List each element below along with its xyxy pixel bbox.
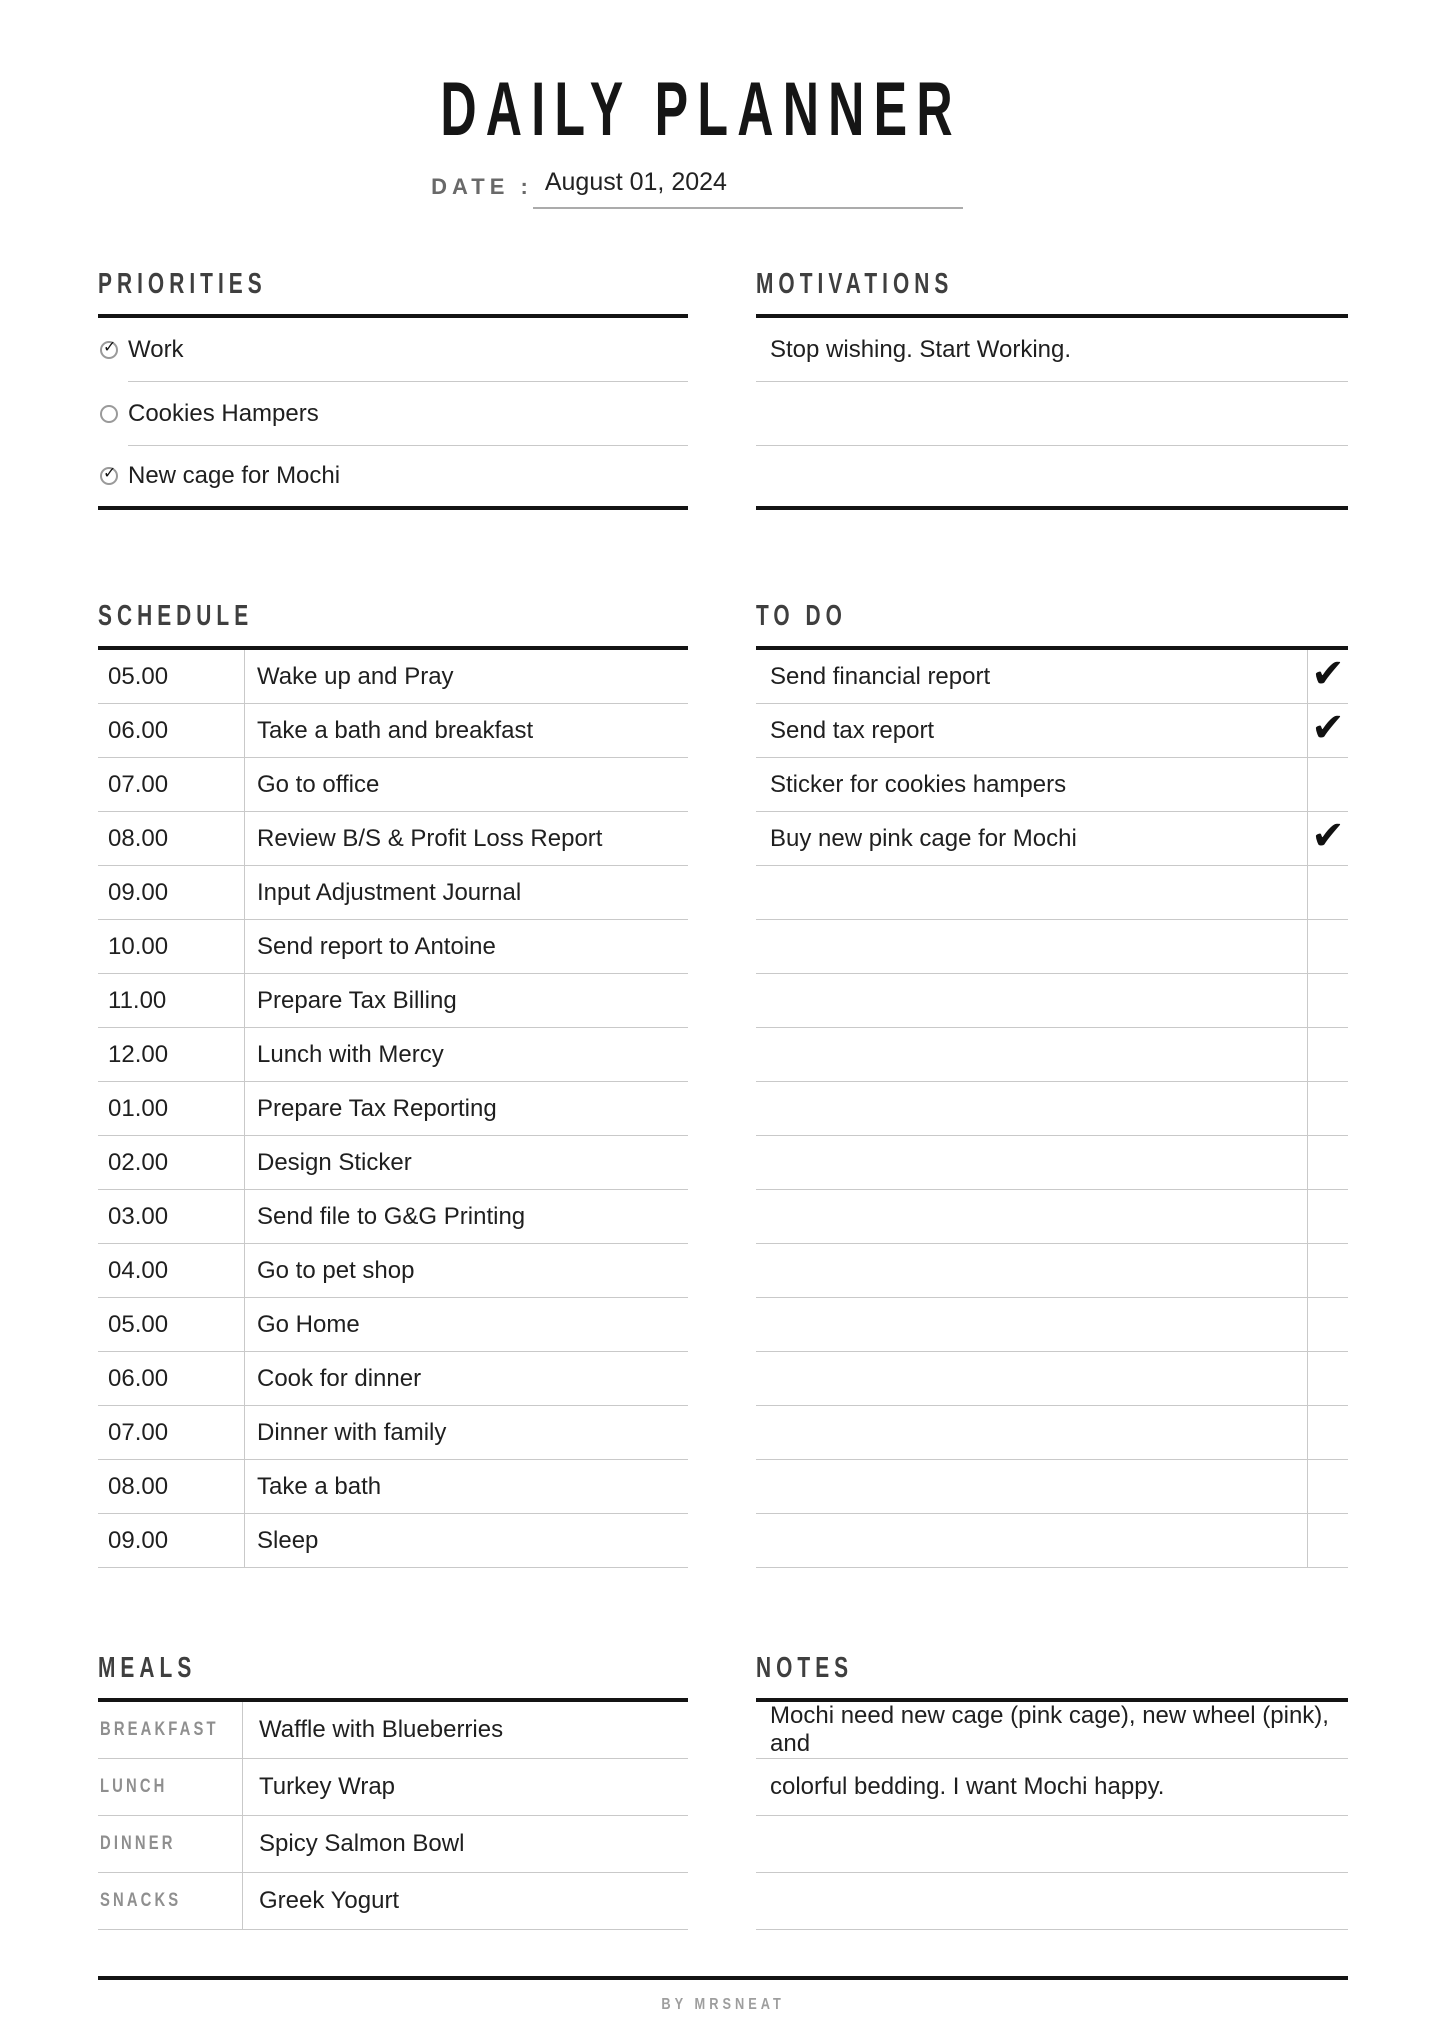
todo-empty-row: [756, 1298, 1348, 1352]
meal-row: [98, 1702, 688, 1759]
schedule-task: Send file to G&G Printing: [244, 1190, 688, 1243]
notes-heading: NOTES: [756, 1652, 854, 1684]
todo-task-label: [756, 1082, 1307, 1135]
schedule-time: 11.00: [108, 986, 167, 1014]
page-header: [76, 67, 1326, 152]
schedule-task: Review B/S & Profit Loss Report: [244, 812, 688, 865]
todo-check-cell[interactable]: [1307, 1352, 1348, 1405]
motivation-line: [756, 382, 1348, 446]
todo-row: [756, 650, 1348, 704]
todo-table: [756, 646, 1348, 1568]
priority-label: New cage for Mochi: [128, 462, 341, 489]
schedule-time: 10.00: [108, 932, 169, 960]
schedule-task: Sleep: [244, 1514, 688, 1567]
footer-divider: [98, 1976, 1348, 1980]
priority-label: Cookies Hampers: [128, 400, 319, 427]
schedule-time: 07.00: [108, 1418, 169, 1446]
todo-check-cell[interactable]: [1307, 920, 1348, 973]
todo-task-label: Sticker for cookies hampers: [770, 770, 1067, 798]
schedule-task: Wake up and Pray: [244, 650, 688, 703]
note-line: colorful bedding. I want Mochi happy.: [756, 1759, 1348, 1816]
motivations-section: [756, 267, 1348, 510]
todo-check-cell[interactable]: [1307, 1244, 1348, 1297]
schedule-time: 03.00: [108, 1202, 169, 1230]
schedule-row: [98, 920, 688, 974]
meal-label: DINNER: [100, 1833, 176, 1854]
todo-empty-row: [756, 1352, 1348, 1406]
schedule-task: Take a bath: [244, 1460, 688, 1513]
schedule-time: 06.00: [108, 1364, 169, 1392]
priority-item: [98, 318, 688, 382]
schedule-row: [98, 1352, 688, 1406]
checkbox-icon[interactable]: [100, 463, 118, 485]
todo-task-label: [756, 1028, 1307, 1081]
todo-task-label: [756, 920, 1307, 973]
todo-task-label: [756, 1136, 1307, 1189]
schedule-task: Design Sticker: [244, 1136, 688, 1189]
schedule-section: [98, 599, 688, 1568]
motivations-list: [756, 314, 1348, 510]
priority-item: [98, 382, 688, 446]
bottom-sections: [98, 1651, 1348, 1930]
schedule-task: Go Home: [244, 1298, 688, 1351]
meal-row: [98, 1816, 688, 1873]
schedule-time: 04.00: [108, 1256, 169, 1284]
todo-check-cell[interactable]: [1307, 1406, 1348, 1459]
meal-value: Spicy Salmon Bowl: [242, 1816, 688, 1872]
schedule-time: 09.00: [108, 878, 169, 906]
schedule-row: [98, 758, 688, 812]
schedule-time: 08.00: [108, 824, 169, 852]
todo-task-label: Buy new pink cage for Mochi: [770, 824, 1077, 852]
priority-item: [98, 446, 688, 510]
todo-check-cell[interactable]: [1307, 1460, 1348, 1513]
todo-section: [756, 599, 1348, 1568]
todo-task-label: [756, 1190, 1307, 1243]
check-glyph: ✓: [103, 463, 117, 482]
checkmark-icon: ✔: [1311, 704, 1345, 751]
schedule-row: [98, 1136, 688, 1190]
todo-empty-row: [756, 1190, 1348, 1244]
todo-empty-row: [756, 1136, 1348, 1190]
schedule-row: [98, 704, 688, 758]
todo-empty-row: [756, 866, 1348, 920]
date-value: August 01, 2024: [533, 168, 963, 209]
notes-list: [756, 1698, 1348, 1930]
todo-empty-row: [756, 920, 1348, 974]
todo-task-label: [756, 1298, 1307, 1351]
todo-empty-row: [756, 1406, 1348, 1460]
todo-check-cell[interactable]: [1307, 1298, 1348, 1351]
schedule-task: Take a bath and breakfast: [244, 704, 688, 757]
todo-empty-row: [756, 1028, 1348, 1082]
meal-label: SNACKS: [100, 1890, 182, 1911]
schedule-row: [98, 1514, 688, 1568]
schedule-row: [98, 866, 688, 920]
todo-check-cell[interactable]: [1307, 704, 1348, 757]
schedule-row: [98, 1406, 688, 1460]
meal-value: Greek Yogurt: [242, 1873, 688, 1929]
note-line: Mochi need new cage (pink cage), new wheel (pink), and: [756, 1702, 1348, 1759]
schedule-time: 05.00: [108, 662, 169, 690]
todo-check-cell[interactable]: [1307, 812, 1348, 865]
todo-heading: TO DO: [756, 600, 847, 632]
date-label: DATE :: [431, 174, 533, 199]
schedule-time: 12.00: [108, 1040, 169, 1068]
todo-check-cell[interactable]: [1307, 1028, 1348, 1081]
schedule-time: 02.00: [108, 1148, 169, 1176]
todo-row: [756, 812, 1348, 866]
schedule-row: [98, 1028, 688, 1082]
checkmark-icon: ✔: [1311, 812, 1345, 859]
checkmark-icon: ✔: [1311, 650, 1345, 697]
meal-label: BREAKFAST: [100, 1719, 219, 1740]
todo-empty-row: [756, 1244, 1348, 1298]
schedule-task: Cook for dinner: [244, 1352, 688, 1405]
meal-row: [98, 1759, 688, 1816]
meals-heading: MEALS: [98, 1652, 197, 1684]
motivation-line: Stop wishing. Start Working.: [756, 318, 1348, 382]
meal-value: Waffle with Blueberries: [242, 1702, 688, 1758]
priorities-list: [98, 314, 688, 510]
schedule-time: 08.00: [108, 1472, 169, 1500]
note-line: [756, 1816, 1348, 1873]
schedule-task: Prepare Tax Billing: [244, 974, 688, 1027]
motivation-line: [756, 446, 1348, 510]
meal-value: Turkey Wrap: [242, 1759, 688, 1815]
schedule-time: 06.00: [108, 716, 169, 744]
schedule-task: Send report to Antoine: [244, 920, 688, 973]
meal-label: LUNCH: [100, 1776, 168, 1797]
schedule-heading: SCHEDULE: [98, 600, 254, 632]
schedule-row: [98, 1460, 688, 1514]
schedule-time: 07.00: [108, 770, 169, 798]
meal-row: [98, 1873, 688, 1930]
note-line: [756, 1873, 1348, 1930]
todo-task-label: [756, 1244, 1307, 1297]
todo-check-cell[interactable]: [1307, 1082, 1348, 1135]
schedule-row: [98, 1244, 688, 1298]
footer-credit: BY MRSNEAT: [661, 1996, 785, 2013]
todo-check-cell[interactable]: [1307, 1136, 1348, 1189]
todo-check-cell[interactable]: [1307, 1514, 1348, 1567]
checkbox-icon[interactable]: [100, 405, 118, 423]
meals-section: [98, 1651, 688, 1930]
schedule-row: [98, 974, 688, 1028]
todo-row: [756, 704, 1348, 758]
schedule-task: Go to pet shop: [244, 1244, 688, 1297]
top-sections: [98, 267, 1348, 510]
todo-check-cell[interactable]: [1307, 974, 1348, 1027]
todo-task-label: Send tax report: [770, 716, 935, 744]
schedule-time: 01.00: [108, 1094, 169, 1122]
motivations-heading: MOTIVATIONS: [756, 268, 954, 300]
check-glyph: ✓: [103, 337, 117, 356]
schedule-time: 05.00: [108, 1310, 169, 1338]
checkbox-icon[interactable]: [100, 337, 118, 359]
meals-table: [98, 1698, 688, 1930]
schedule-row: [98, 1082, 688, 1136]
schedule-row: [98, 1190, 688, 1244]
date-row: [72, 168, 1322, 209]
todo-row: [756, 758, 1348, 812]
todo-task-label: [756, 974, 1307, 1027]
page-title: DAILY PLANNER: [440, 67, 962, 152]
schedule-time: 09.00: [108, 1526, 169, 1554]
todo-task-label: [756, 1406, 1307, 1459]
todo-check-cell[interactable]: [1307, 650, 1348, 703]
schedule-row: [98, 650, 688, 704]
schedule-task: Dinner with family: [244, 1406, 688, 1459]
todo-check-cell[interactable]: [1307, 758, 1348, 811]
priority-label: Work: [128, 336, 184, 363]
todo-task-label: [756, 1352, 1307, 1405]
priorities-heading: PRIORITIES: [98, 268, 267, 300]
schedule-row: [98, 812, 688, 866]
todo-check-cell[interactable]: [1307, 866, 1348, 919]
priorities-section: [98, 267, 688, 510]
todo-task-label: [756, 1460, 1307, 1513]
schedule-task: Go to office: [244, 758, 688, 811]
schedule-task: Input Adjustment Journal: [244, 866, 688, 919]
todo-empty-row: [756, 1460, 1348, 1514]
todo-task-label: [756, 1514, 1307, 1567]
todo-empty-row: [756, 1514, 1348, 1568]
notes-section: [756, 1651, 1348, 1930]
todo-task-label: [756, 866, 1307, 919]
schedule-table: [98, 646, 688, 1568]
schedule-task: Prepare Tax Reporting: [244, 1082, 688, 1135]
todo-check-cell[interactable]: [1307, 1190, 1348, 1243]
todo-task-label: Send financial report: [770, 662, 991, 690]
schedule-row: [98, 1298, 688, 1352]
schedule-task: Lunch with Mercy: [244, 1028, 688, 1081]
middle-sections: [98, 599, 1348, 1568]
todo-empty-row: [756, 1082, 1348, 1136]
todo-empty-row: [756, 974, 1348, 1028]
